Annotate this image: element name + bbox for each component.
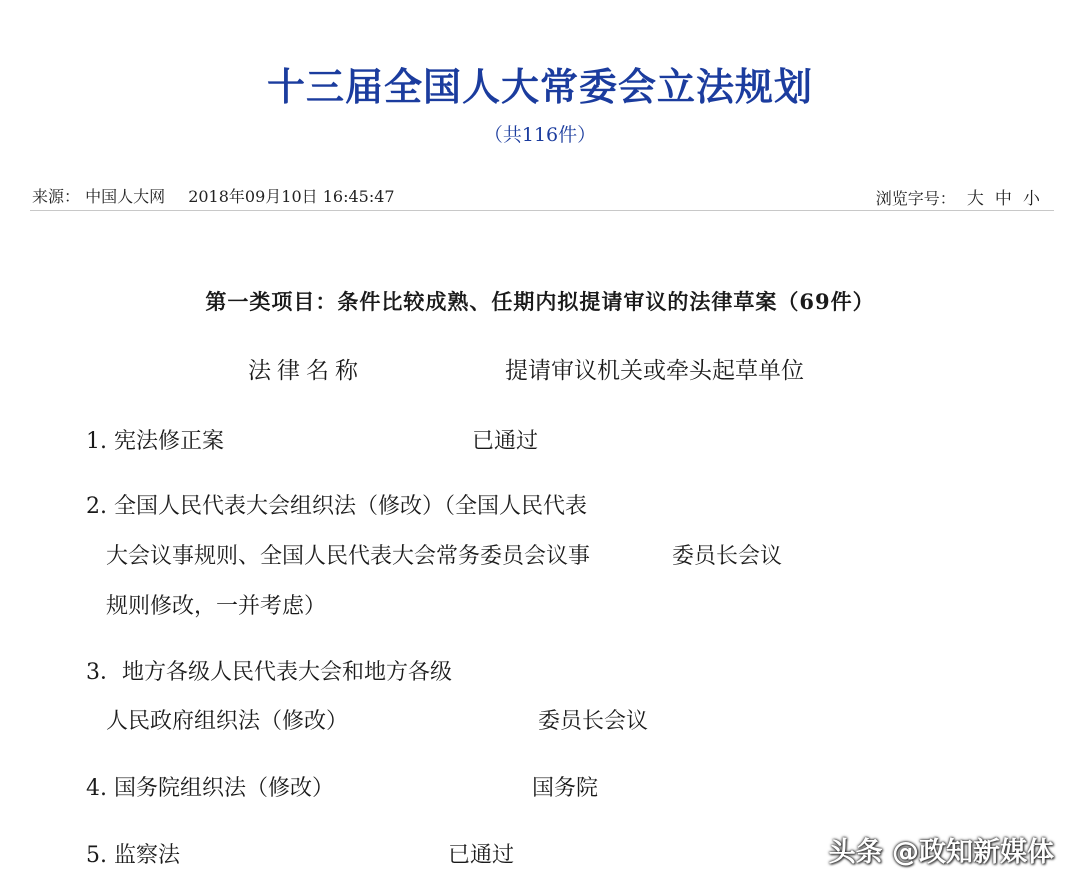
source-label: 来源： 中国人大网: [32, 187, 166, 206]
item-1-org: 已通过: [472, 429, 539, 454]
item-2-law-line-3: 规则修改，一并考虑）: [106, 594, 327, 619]
item-4-org: 国务院: [532, 776, 599, 801]
item-2-org: 委员长会议: [672, 544, 783, 569]
section-heading: 第一类项目：条件比较成熟、任期内拟提请审议的法律草案（69件）: [205, 289, 875, 314]
font-size-selector: [876, 184, 1040, 209]
header-divider: [30, 210, 1054, 211]
item-2-law-line-1: 2. 全国人民代表大会组织法（修改）（全国人民代表: [86, 494, 587, 519]
publish-datetime: 2018年09月10日 16:45:47: [188, 187, 395, 206]
page-subtitle: （共116件）: [483, 124, 597, 146]
font-size-label: 浏览字号：: [875, 189, 956, 208]
column-header-organization: 提请审议机关或牵头起草单位: [505, 358, 804, 384]
font-size-large-button[interactable]: 大: [966, 189, 984, 209]
item-4-law: 4. 国务院组织法（修改）: [86, 776, 334, 801]
item-2-law-line-2: 大会议事规则、全国人民代表大会常务委员会议事: [106, 544, 591, 569]
item-3-org: 委员长会议: [538, 709, 649, 734]
article-meta: [32, 184, 413, 207]
column-header-law-name: 法律名称: [248, 358, 364, 384]
item-5-org: 已通过: [448, 843, 515, 868]
item-3-law-line-1: 3．地方各级人民代表大会和地方各级: [86, 660, 452, 685]
item-3-law-line-2: 人民政府组织法（修改）: [106, 709, 349, 734]
item-5-law: 5. 监察法: [86, 843, 180, 868]
item-1-law: 1. 宪法修正案: [86, 429, 224, 454]
watermark: 头条 @政知新媒体: [828, 837, 1054, 868]
page-title: 十三届全国人大常委会立法规划: [266, 64, 813, 109]
font-size-small-button[interactable]: 小: [1023, 189, 1040, 209]
font-size-medium-button[interactable]: 中: [994, 189, 1012, 209]
